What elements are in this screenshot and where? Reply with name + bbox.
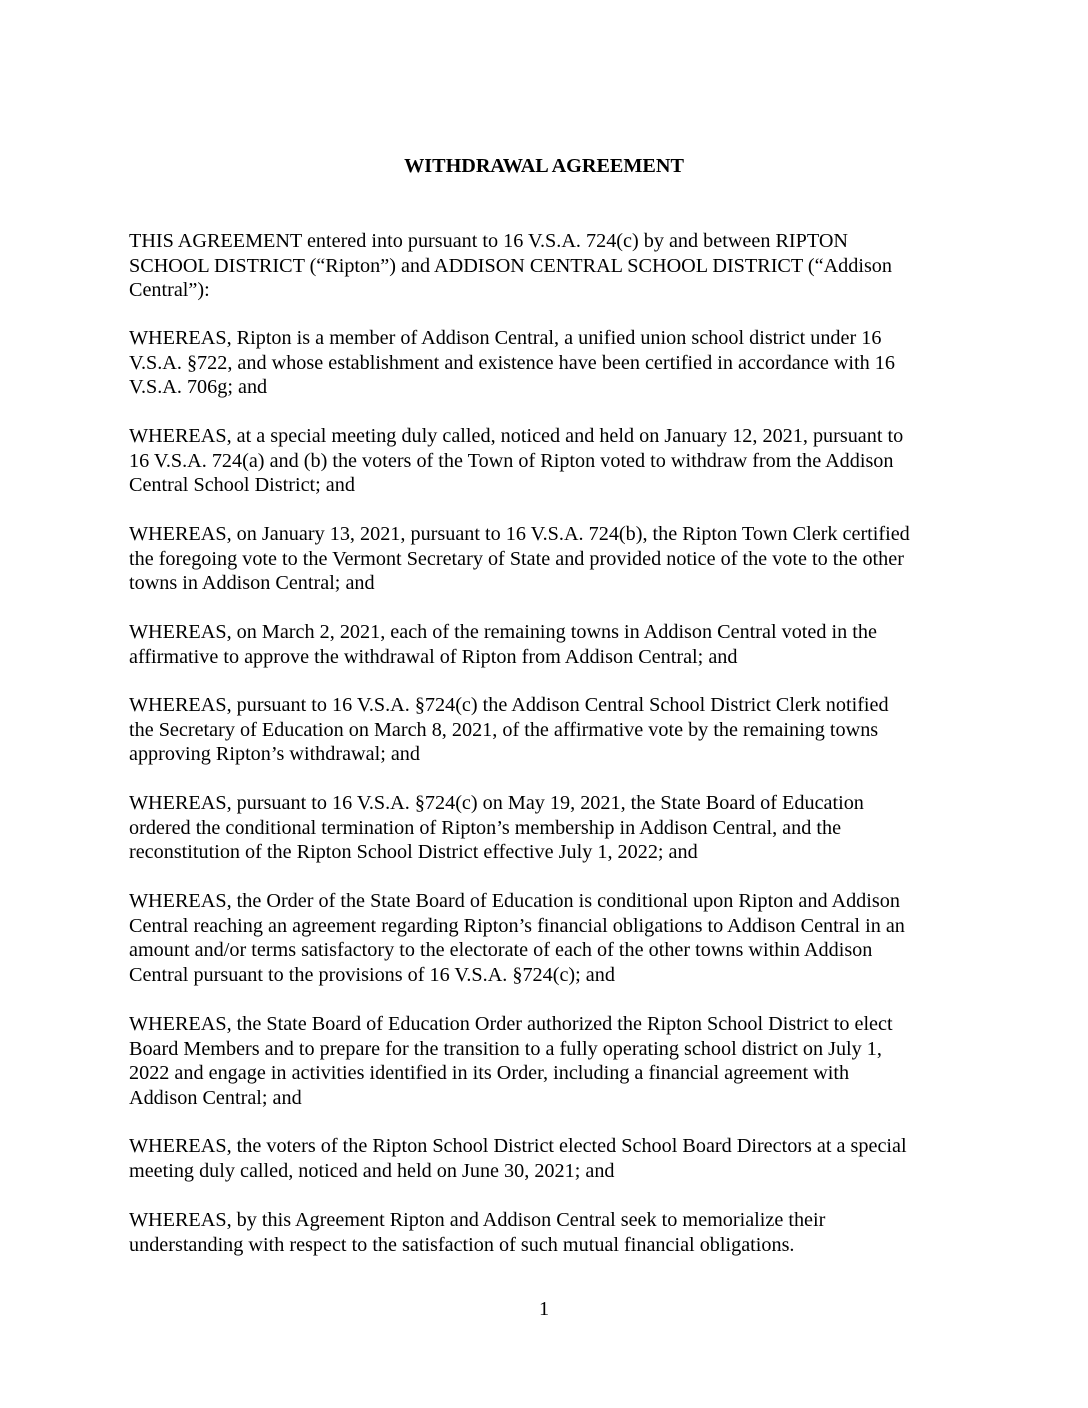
paragraph-line: WHEREAS, at a special meeting duly called, noticed and held on January 12, 2021, pursuant to — [129, 425, 904, 447]
paragraph-whereas-directors-elected — [129, 1134, 964, 1183]
paragraph-line: the foregoing vote to the Vermont Secretary of State and provided notice of the vote to the other — [129, 547, 904, 570]
paragraph-line: WHEREAS, by this Agreement Ripton and Addison Central seek to memorialize their — [129, 1209, 826, 1231]
paragraph-line: 16 V.S.A. 724(a) and (b) the voters of the Town of Ripton voted to withdraw from the Addison — [129, 449, 894, 472]
paragraph-line: the Secretary of Education on March 8, 2021, of the affirmative vote by the remaining towns — [129, 718, 879, 741]
paragraph-line: WHEREAS, the voters of the Ripton School District elected School Board Directors at a special — [129, 1135, 907, 1157]
paragraph-whereas-special-meeting — [129, 424, 964, 498]
paragraph-line: Central reaching an agreement regarding Ripton’s financial obligations to Addison Central in an — [129, 914, 905, 937]
paragraph-whereas-district-clerk — [129, 693, 964, 767]
paragraph-whereas-board-authorized — [129, 1012, 964, 1110]
paragraph-line: affirmative to approve the withdrawal of Ripton from Addison Central; and — [129, 645, 738, 668]
paragraph-line: V.S.A. 706g; and — [129, 376, 268, 398]
paragraph-whereas-state-board — [129, 791, 964, 865]
paragraph-whereas-order-conditional — [129, 889, 964, 987]
paragraph-line: approving Ripton’s withdrawal; and — [129, 743, 420, 765]
paragraph-line: Central School District; and — [129, 474, 355, 496]
paragraph-line: WHEREAS, pursuant to 16 V.S.A. §724(c) the Addison Central School District Clerk notified — [129, 694, 889, 716]
paragraph-whereas-membership — [129, 326, 964, 400]
paragraph-line: 2022 and engage in activities identified in its Order, including a financial agreement with — [129, 1062, 850, 1084]
paragraph-line: WHEREAS, Ripton is a member of Addison Central, a unified union school district under 16 — [129, 327, 882, 349]
document-title: WITHDRAWAL AGREEMENT — [404, 155, 684, 177]
paragraph-line: WHEREAS, the Order of the State Board of Education is conditional upon Ripton and Addison — [129, 890, 900, 912]
paragraph-whereas-memorialize — [129, 1208, 964, 1257]
paragraph-line: WHEREAS, on January 13, 2021, pursuant to 16 V.S.A. 724(b), the Ripton Town Clerk certified — [129, 523, 910, 545]
paragraph-line: Board Members and to prepare for the transition to a fully operating school district on July 1, — [129, 1037, 882, 1060]
paragraph-line: Central pursuant to the provisions of 16 V.S.A. §724(c); and — [129, 963, 615, 986]
paragraph-line: WHEREAS, pursuant to 16 V.S.A. §724(c) on May 19, 2021, the State Board of Education — [129, 792, 864, 814]
paragraph-whereas-town-clerk — [129, 522, 964, 596]
paragraph-line: towns in Addison Central; and — [129, 572, 375, 594]
paragraph-line: reconstitution of the Ripton School District effective July 1, 2022; and — [129, 841, 698, 863]
paragraph-line: meeting duly called, noticed and held on June 30, 2021; and — [129, 1159, 615, 1182]
paragraph-line: amount and/or terms satisfactory to the electorate of each of the other towns within Addison — [129, 939, 873, 961]
paragraph-line: Central”): — [129, 279, 210, 301]
paragraph-line: ordered the conditional termination of Ripton’s membership in Addison Central, and the — [129, 816, 842, 839]
paragraph-line: WHEREAS, on March 2, 2021, each of the remaining towns in Addison Central voted in the — [129, 621, 877, 643]
paragraph-line: SCHOOL DISTRICT (“Ripton”) and ADDISON CENTRAL SCHOOL DISTRICT (“Addison — [129, 254, 892, 277]
paragraph-line: WHEREAS, the State Board of Education Order authorized the Ripton School District to elect — [129, 1013, 893, 1035]
paragraph-preamble — [129, 229, 964, 303]
paragraph-whereas-remaining-towns — [129, 620, 964, 669]
page-number: 1 — [538, 1298, 550, 1320]
paragraph-line: V.S.A. §722, and whose establishment and existence have been certified in accordance with 16 — [129, 351, 895, 374]
paragraph-line: understanding with respect to the satisfaction of such mutual financial obligations. — [129, 1233, 795, 1256]
paragraph-line: Addison Central; and — [129, 1086, 302, 1109]
paragraph-line: THIS AGREEMENT entered into pursuant to 16 V.S.A. 724(c) by and between RIPTON — [129, 230, 849, 252]
